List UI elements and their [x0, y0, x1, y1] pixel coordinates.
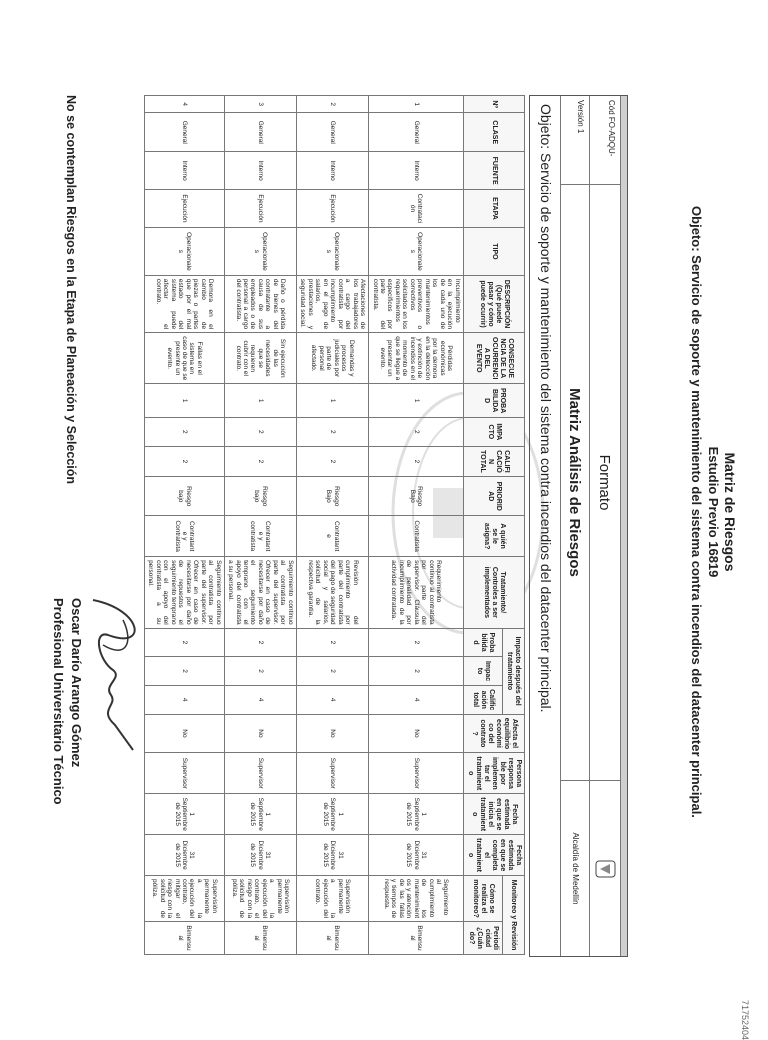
cell-como: Supervisión permanente a la ejecución del contrato, mitigar el riesgo con la solicitud de póliza.: [144, 876, 224, 922]
cell-no: 2: [296, 96, 368, 113]
cell-prioridad: Riesgo Bajo: [296, 477, 368, 516]
cell-no: 4: [144, 96, 224, 113]
entity-name: Alcaldía de Medellín: [571, 832, 580, 905]
col-d-cal: Calificación total: [463, 685, 502, 714]
cell-etapa: Ejecución: [296, 190, 368, 228]
cell-fecha-inicio: 1 Septiembre de 2015: [144, 794, 224, 835]
cell-tipo: Operacionales: [224, 227, 296, 275]
col-etapa: ETAPA: [463, 190, 524, 228]
col-calificacion: CALIFICACIÓN TOTAL: [463, 446, 524, 477]
cell-no: 3: [224, 96, 296, 113]
cell-periodicidad: Bimensual: [224, 922, 296, 955]
cell-tipo: Operacionales: [369, 227, 464, 275]
form-object: Objeto: Servicio de soporte y mantenimiento del sistema contra incendios del datacenter principal.: [538, 104, 554, 713]
col-clase: CLASE: [463, 113, 524, 152]
cell-consecuencia: Fallas en el sistema en caso de que se presente un evento.: [144, 333, 224, 384]
table-row: [144, 96, 224, 955]
cell-fecha-fin: 31 Diciembre de 2015: [296, 835, 368, 876]
table-row: [224, 96, 296, 955]
cell-tipo: Operacionales: [144, 227, 224, 275]
cell-responsable: Supervisor: [369, 753, 464, 794]
cell-fuente: Interno: [224, 152, 296, 190]
objective-heading: Objeto: Servicio de soporte y mantenimiento del sistema contra incendios del datacenter principal.: [689, 206, 704, 818]
cell-clase: General: [144, 113, 224, 152]
cell-tratamiento: Requerimiento continuo al contratista por parte del supervisor. Cláusula de penalidad por incumplimiento de la actividad contratada.: [369, 557, 464, 629]
col-prioridad: PRIORIDAD: [463, 477, 524, 516]
matrix-title: Matriz Análisis de Riesgos: [561, 185, 589, 781]
cell-no: 1: [369, 96, 464, 113]
col-tipo: TIPO: [463, 227, 524, 275]
col-asignado: A quién se le asigna?: [463, 516, 524, 557]
page-id: 71752404: [740, 1000, 750, 1040]
col-d-prob: Probabilidad: [463, 628, 502, 657]
cell-d-prob: 2: [144, 628, 224, 657]
cell-d-prob: 2: [296, 628, 368, 657]
table-row: [296, 96, 368, 955]
cell-probabilidad: 1: [296, 384, 368, 418]
cell-asignado: Contratante: [296, 516, 368, 557]
cell-afecta: No: [144, 714, 224, 753]
cell-descripcion: Demora en el cambio de piezas o partes que por el mal estado del sistema puede afectar el contrato.: [144, 275, 224, 332]
cell-d-imp: 2: [224, 657, 296, 686]
cell-d-cal: 4: [224, 685, 296, 714]
cell-como: Supervisión permanente a la ejecución del contrato.: [296, 876, 368, 922]
cell-periodicidad: Bimensual: [296, 922, 368, 955]
cell-d-cal: 4: [296, 685, 368, 714]
cell-impacto: 2: [369, 418, 464, 447]
cell-clase: General: [369, 113, 464, 152]
col-despues: Impacto después del tratamiento: [502, 628, 524, 714]
form-version: Versión 1: [561, 96, 589, 185]
cell-calificacion: 2: [296, 446, 368, 477]
cell-prioridad: Riesgo bajo: [144, 477, 224, 516]
signature-icon: [73, 590, 153, 770]
cell-fuente: Interno: [369, 152, 464, 190]
cell-tratamiento: Seguimiento continuo al contratista por parte del supervisor. Ofrecer en caso de necesitarse por daño el seguimiento temprano con el apoyo del contratista a su personal.: [224, 557, 296, 629]
cell-etapa: Ejecución: [144, 190, 224, 228]
cell-periodicidad: Bimensual: [369, 922, 464, 955]
cell-consecuencia: Pérdidas económicas por la demora en la detección y extinción de incendios en el momento de que se llegue a presentar un evento.: [369, 333, 464, 384]
cell-responsable: Supervisor: [296, 753, 368, 794]
form-row-matrix: [560, 96, 589, 956]
col-descripcion: DESCRIPCIÓN (Qué puede pasar y cómo puede ocurrir): [463, 275, 524, 332]
col-afecta: Afecta el equilibrio económico del contrato?: [463, 714, 524, 753]
cell-calificacion: 2: [144, 446, 224, 477]
cell-calificacion: 2: [224, 446, 296, 477]
cell-asignado: Contratante y contratista: [224, 516, 296, 557]
cell-impacto: 2: [224, 418, 296, 447]
cell-prioridad: Riesgo Bajo: [369, 477, 464, 516]
cell-fecha-fin: 31 Diciembre de 2015: [144, 835, 224, 876]
coat-of-arms-icon: [592, 856, 618, 882]
table-header-row-1: [502, 96, 524, 955]
cell-periodicidad: Bimensual: [144, 922, 224, 955]
col-como: Cómo se realiza el monitoreo?: [463, 876, 502, 922]
cell-descripcion: Afectaciones de los trabajadores a cargo del contratista por incumplimiento en el pago de salarios, prestaciones y seguridad social.: [296, 275, 368, 332]
cell-calificacion: 2: [369, 446, 464, 477]
study-number: Estudio Previo 16819: [706, 446, 721, 578]
format-label: Formato: [590, 185, 620, 781]
cell-afecta: No: [296, 714, 368, 753]
cell-consecuencia: Demandas y procesos judiciales por parte de personal afectado.: [296, 333, 368, 384]
cell-responsable: Supervisor: [144, 753, 224, 794]
cell-d-cal: 4: [369, 685, 464, 714]
cell-responsable: Supervisor: [224, 753, 296, 794]
col-monitoreo: Monitoreo y Revisión: [502, 876, 524, 955]
cell-etapa: Contratación: [369, 190, 464, 228]
risk-matrix-table: [144, 95, 525, 955]
col-fecha-inicio: Fecha estimada en que se inicia el tratamiento: [463, 794, 524, 835]
cell-probabilidad: 1: [369, 384, 464, 418]
signer-title: Profesional Universitario Técnico: [51, 598, 66, 805]
cell-fecha-inicio: 1 Septiembre de 2015: [224, 794, 296, 835]
cell-asignado: Contratante y Contratista: [144, 516, 224, 557]
cell-fecha-fin: 31 Diciembre de 2015: [224, 835, 296, 876]
signer-name: Oscar Darío Arango Gómez: [69, 598, 84, 768]
col-impacto: IMPACTO: [463, 418, 524, 447]
cell-afecta: No: [224, 714, 296, 753]
cell-fecha-fin: 31 Diciembre de 2015: [369, 835, 464, 876]
cell-descripcion: Incumplimiento en la ejecución de cada uno de los mantenimientos preventivos o correctivos solicitados en los requerimientos específicos por parte del contratista.: [369, 275, 464, 332]
cell-fuente: Interno: [144, 152, 224, 190]
col-responsable: Persona responsable por implementar el tratamiento: [463, 753, 524, 794]
cell-fecha-inicio: 1 Septiembre de 2015: [369, 794, 464, 835]
cell-d-cal: 4: [144, 685, 224, 714]
col-fecha-fin: Fecha estimada en que se completa el tratamiento: [463, 835, 524, 876]
cell-probabilidad: 1: [144, 384, 224, 418]
cell-consecuencia: Sin ejecución de las necesidades que se requieren cubrir con el contrato.: [224, 333, 296, 384]
cell-d-imp: 2: [144, 657, 224, 686]
cell-etapa: Ejecución: [224, 190, 296, 228]
cell-tratamiento: Seguimiento continuo al contratista por parte del supervisor. Ofrecer en caso de necesitarse por daño de repuestos el seguimiento temprano con el apoyo del contratista a su personal.: [144, 557, 224, 629]
cell-impacto: 2: [144, 418, 224, 447]
cell-como: Seguimiento al cumplimiento de los mantenimientos y atención de las fallas y tiempos de respuesta.: [369, 876, 464, 922]
cell-d-prob: 2: [369, 628, 464, 657]
cell-fecha-inicio: 1 Septiembre de 2015: [296, 794, 368, 835]
cell-tipo: Operacionales: [296, 227, 368, 275]
table-row: [369, 96, 464, 955]
cell-probabilidad: 1: [224, 384, 296, 418]
form-code: Cód FO-ADQU-: [590, 96, 620, 185]
cell-d-imp: 2: [369, 657, 464, 686]
cell-prioridad: Riesgo bajo: [224, 477, 296, 516]
col-d-imp: Impacto: [463, 657, 502, 686]
cell-tratamiento: Revisión del cumplimiento por parte del contratista del pago de seguridad social y salarios, solicitud de la respectiva garantía.: [296, 557, 368, 629]
cell-descripcion: Daño o pérdida de bienes del contratante a causa de sus empleados o de personal a cargo del contratista.: [224, 275, 296, 332]
col-tratamiento: Tratamiento/ Controles a ser implementados: [463, 557, 524, 629]
document-title: Matriz de Riesgos: [722, 452, 738, 572]
col-probabilidad: PROBABILIDAD: [463, 384, 524, 418]
cell-fuente: Interno: [296, 152, 368, 190]
col-fuente: FUENTE: [463, 152, 524, 190]
cell-clase: General: [224, 113, 296, 152]
form-row-title: [589, 96, 620, 956]
cell-clase: General: [296, 113, 368, 152]
col-consecuencia: CONSECUENCIA DE LA OCURRENCIA DEL EVENTO: [463, 333, 524, 384]
cell-d-prob: 2: [224, 628, 296, 657]
cell-d-imp: 2: [296, 657, 368, 686]
cell-como: Supervisión permanente a la ejecución del contrato, el riesgo con la solicitud de póliza.: [224, 876, 296, 922]
footer-note: No se contemplan Riesgos en la Etapa de Planeación y Selección: [64, 95, 78, 485]
gray-band: [620, 96, 627, 956]
cell-impacto: 2: [296, 418, 368, 447]
col-periodicidad: Periodicidad ¿Cuándo?: [463, 922, 502, 955]
col-no: Nº: [463, 96, 524, 113]
cell-asignado: Contratista: [369, 516, 464, 557]
logo-cell: [590, 781, 620, 956]
cell-afecta: No: [369, 714, 464, 753]
